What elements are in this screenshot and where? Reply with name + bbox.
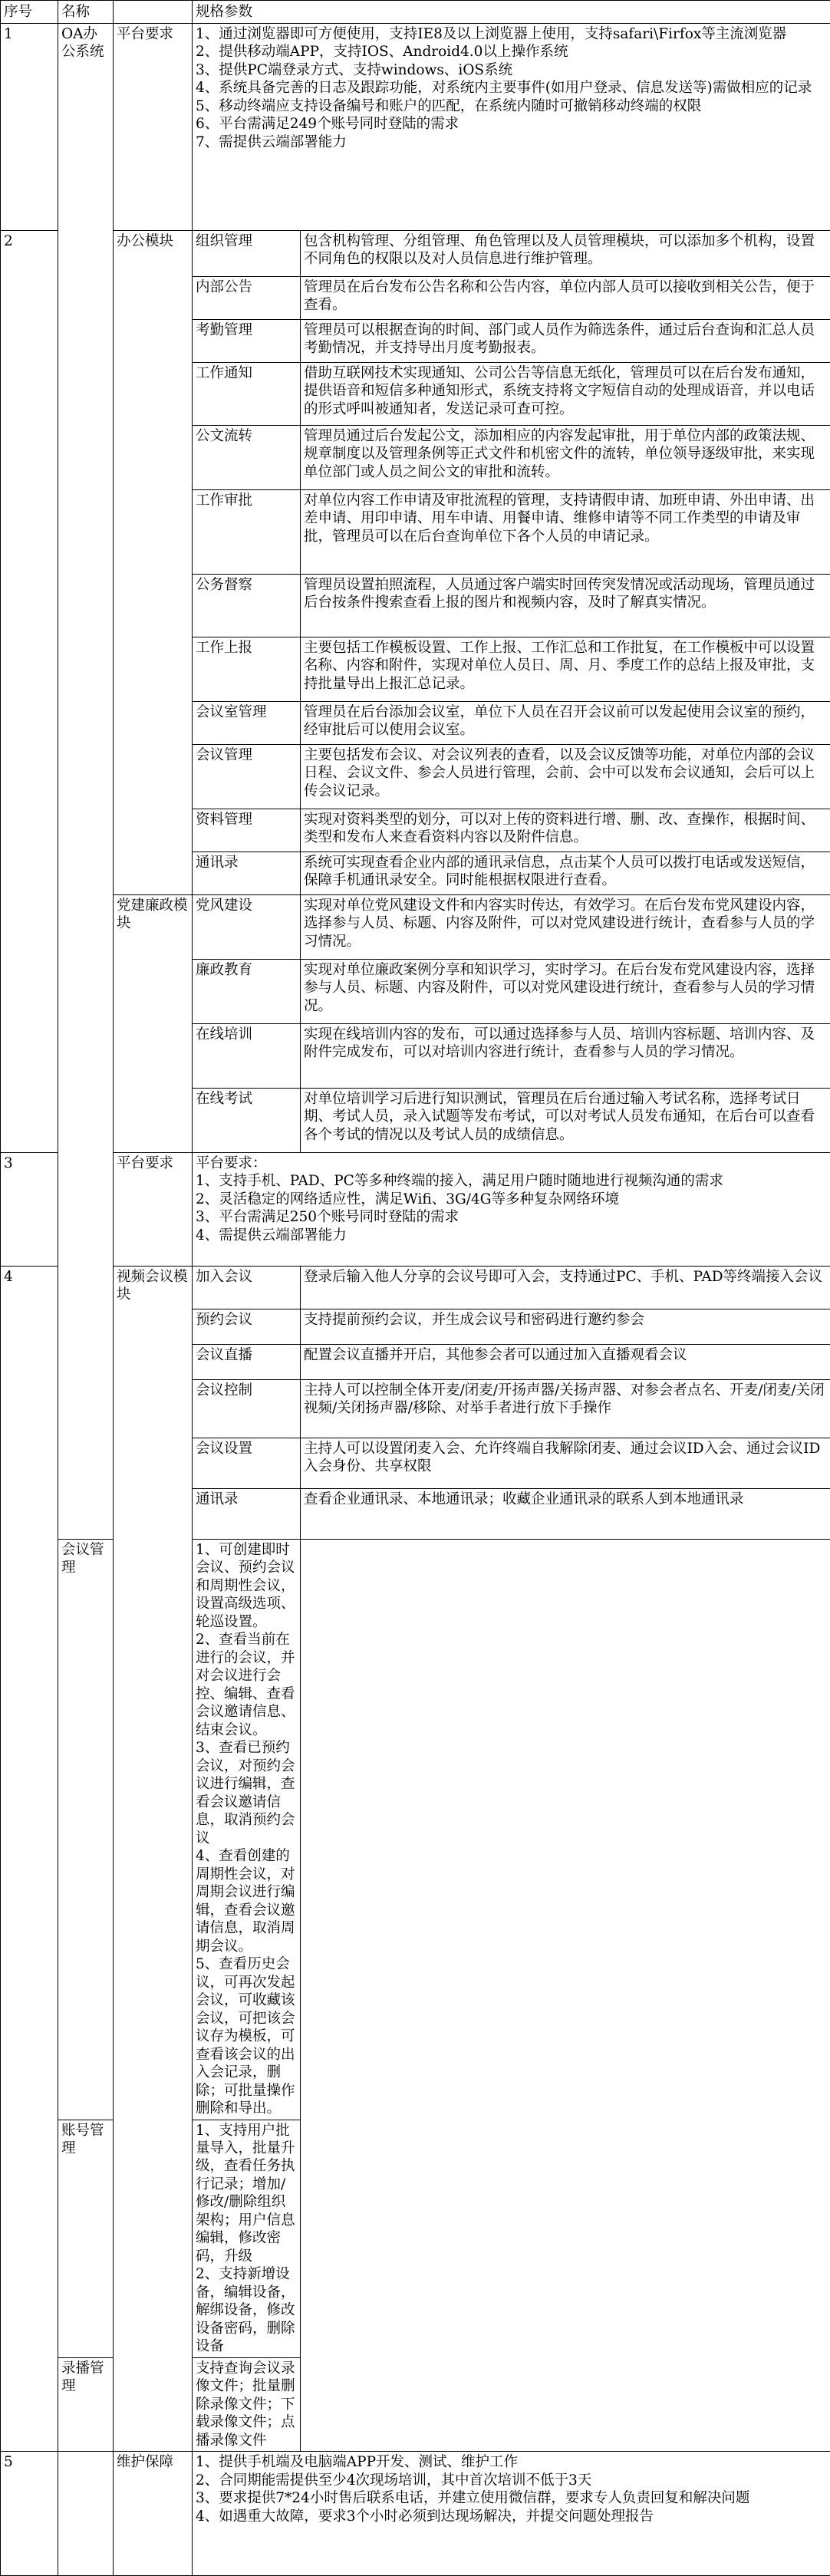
section-3-row: [1, 1153, 830, 1267]
feature-desc: 实现对单位党风建设文件和内容实时传达，有效学习。在后台发布党风建设内容，选择参与人员、标题、内容及附件，可以对党风建设进行统计，查看参与人员的学习情况。: [301, 895, 830, 960]
feature-name: 公文流转: [193, 426, 301, 490]
section-5-desc: 1、提供手机端及电脑端APP开发、测试、维护工作 2、合同期能需提供至少4次现场培训，其中首次培训不低于3天 3、要求提供7*24小时售后联系电话，并建立使用微信群，要求专人负责回复和解决问题 4、如遇重大故障，要求3个小时必须到达现场解决，并提交问题处理报告: [193, 2452, 830, 2576]
feature-name: 会议直播: [193, 1345, 301, 1380]
feature-name: 工作审批: [193, 490, 301, 575]
feature-desc: 支持提前预约会议，并生成会议号和密码进行邀约参会: [301, 1309, 830, 1345]
feature-desc: 主持人可以设置闭麦入会、允许终端自我解除闭麦、通过会议ID入会、通过会议ID入会身份、共享权限: [301, 1438, 830, 1489]
feature-name: 工作通知: [193, 363, 301, 426]
office-module-category: 办公模块: [114, 231, 193, 895]
feature-desc: 借助互联网技术实现通知、公司公告等信息无纸化，管理员可以在后台发布通知，提供语音和短信多种通知形式，系统支持将文字短信自动的处理成语音，并以电话的形式呼叫被通知者，发送记录可查可控。: [301, 363, 830, 426]
feature-name: 会议管理: [58, 1540, 114, 2120]
section-3-seq: 3: [1, 1153, 58, 1267]
feature-desc: 管理员通过后台发起公文，添加相应的内容发起审批，用于单位内部的政策法规、规章制度以及管理条例等正式文件和机密文件的流转，单位领导逐级审批，来实现单位部门或人员之间公文的审批和流转。: [301, 426, 830, 490]
header-spec-blank: [114, 1, 193, 24]
feature-name: 在线培训: [193, 1024, 301, 1089]
feature-desc: 主要包括发布会议、对会议列表的查看，以及会议反馈等功能，对单位内部的会议日程、会议文件、参会人员进行管理，会前、会中可以发布会议通知，会后可以上传会议记录。: [301, 745, 830, 809]
feature-name: 录播管理: [58, 2357, 114, 2451]
feature-name: 公务督察: [193, 575, 301, 637]
feature-desc: 实现对资料类型的划分，可以对上传的资料进行增、删、改、查操作，根据时间、类型和发布人来查看资料内容以及附件信息。: [301, 809, 830, 852]
feature-desc: 管理员在后台发布公告名称和公告内容，单位内部人员可以接收到相关公告，便于查看。: [301, 277, 830, 320]
section-4-seq: 4: [1, 1267, 58, 2452]
feature-name: 会议室管理: [193, 702, 301, 745]
section-3-desc: 平台要求： 1、支持手机、PAD、PC等多种终端的接入，满足用户随时随地进行视频沟通的需求 2、灵活稳定的网络适应性，满足Wifi、3G/4G等多种复杂网络环境 3、平台需满足250个账号同时登陆的需求 4、需提供云端部署能力: [193, 1153, 830, 1267]
feature-desc: 查看企业通讯录、本地通讯录；收藏企业通讯录的联系人到本地通讯录: [301, 1489, 830, 1540]
feature-desc: 1、可创建即时会议、预约会议和周期性会议，设置高级选项、轮巡设置。 2、查看当前在进行的会议，并对会议进行会控、编辑、查看会议邀请信息、结束会议。 3、查看已预约会议，对预约会议进行编辑，查看会议邀请信息，取消预约会议 4、查看创建的周期性会议，对周期会议进行编辑，查看会议邀请信息，取消周期会议。 5、查看历史会议，可再次发起会议，可收藏该会议，可把该会议存为模板，可查看该会议的出入会记录，删除；可批量操作删除和导出。: [193, 1540, 301, 2120]
feature-desc: 对单位培训学习后进行知识测试，管理员在后台通过输入考试名称，选择考试日期、考试人员，录入试题等发布考试，可以对考试人员发布通知，在后台可以查看各个考试的情况以及考试人员的成绩信息。: [301, 1089, 830, 1153]
feature-desc: 系统可实现查看企业内部的通讯录信息，点击某个人员可以拨打电话或发送短信，保障手机通讯录安全。同时能根据权限进行查看。: [301, 852, 830, 895]
feature-name: 廉政教育: [193, 960, 301, 1024]
feature-name: 考勤管理: [193, 320, 301, 363]
header-spec: 规格参数: [193, 1, 830, 24]
feature-desc: 主持人可以控制全体开麦/闭麦/开扬声器/关扬声器、对参会者点名、开麦/闭麦/关闭视频/关闭扬声器/移除、对举手者进行放下手操作: [301, 1380, 830, 1438]
feature-name: 资料管理: [193, 809, 301, 852]
section-1-desc: 1、通过浏览器即可方便使用，支持IE8及以上浏览器上使用，支持safari\Firfox等主流浏览器 2、提供移动端APP，支持IOS、Android4.0以上操作系统 3、提供PC端登录方式、支持windows、iOS系统 4、系统具备完善的日志及跟踪功能，对系统内主要事件(如用户登录、信息发送等)需做相应的记录 5、移动终端应支持设备编号和账户的匹配，在系统内随时可撤销移动终端的权限 6、平台需满足249个账号同时登陆的需求 7、需提供云端部署能力: [193, 24, 830, 231]
feature-desc: 配置会议直播并开启，其他参会者可以通过加入直播观看会议: [301, 1345, 830, 1380]
feature-name: 通讯录: [193, 1489, 301, 1540]
section-5-name-blank: [58, 2452, 114, 2576]
feature-name: 组织管理: [193, 231, 301, 277]
section-5-seq: 5: [1, 2452, 58, 2576]
header-seq: 序号: [1, 1, 58, 24]
section-5-category: 维护保障: [114, 2452, 193, 2576]
section-1-category: 平台要求: [114, 24, 193, 231]
section-5-row: [1, 2452, 830, 2576]
feature-desc: 登录后输入他人分享的会议号即可入会，支持通过PC、手机、PAD等终端接入会议: [301, 1267, 830, 1309]
section-2-seq: 2: [1, 231, 58, 1153]
section-1-seq: 1: [1, 24, 58, 231]
feature-name: 在线考试: [193, 1089, 301, 1153]
table-row: [1, 231, 830, 277]
feature-desc: 支持查询会议录像文件；批量删除录像文件；下载录像文件；点播录像文件: [193, 2357, 301, 2451]
feature-name: 会议控制: [193, 1380, 301, 1438]
system-name: OA办公系统: [58, 24, 114, 1540]
section-1-row: [1, 24, 830, 231]
feature-desc: 1、支持用户批量导入，批量升级，查看任务执行记录；增加/修改/删除组织架构；用户信息编辑，修改密码，升级 2、支持新增设备，编辑设备，解绑设备，修改设备密码，删除设备: [193, 2120, 301, 2357]
table-row: [1, 895, 830, 960]
feature-desc: 实现在线培训内容的发布，可以通过选择参与人员、培训内容标题、培训内容、及附件完成发布，可以对培训内容进行统计，查看参与人员的学习情况。: [301, 1024, 830, 1089]
feature-name: 会议管理: [193, 745, 301, 809]
feature-name: 预约会议: [193, 1309, 301, 1345]
table-row: [1, 1267, 830, 1309]
party-module-category: 党建廉政模块: [114, 895, 193, 1153]
feature-desc: 主要包括工作模板设置、工作上报、工作汇总和工作批复，在工作模板中可以设置名称、内容和附件，实现对单位人员日、周、月、季度工作的总结上报及审批，支持批量导出上报汇总记录。: [301, 637, 830, 702]
feature-desc: 实现对单位廉政案例分享和知识学习，实时学习。在后台发布党风建设内容，选择参与人员、标题、内容及附件，可以对党风建设进行统计，查看参与人员的学习情况。: [301, 960, 830, 1024]
feature-desc: 管理员设置拍照流程，人员通过客户端实时回传突发情况或活动现场，管理员通过后台按条件搜索查看上报的图片和视频内容，及时了解真实情况。: [301, 575, 830, 637]
feature-name: 账号管理: [58, 2120, 114, 2357]
video-module-category: 视频会议模块: [114, 1267, 193, 2452]
feature-desc: 对单位内容工作申请及审批流程的管理，支持请假申请、加班申请、外出申请、出差申请、用印申请、用车申请、用餐申请、维修申请等不同工作类型的申请及审批，管理员可以在后台查询单位下各个人员的申请记录。: [301, 490, 830, 575]
header-name: 名称: [58, 1, 114, 24]
feature-desc: 管理员在后台添加会议室，单位下人员在召开会议前可以发起使用会议室的预约，经审批后可以使用会议室。: [301, 702, 830, 745]
feature-desc: 包含机构管理、分组管理、角色管理以及人员管理模块，可以添加多个机构，设置不同角色的权限以及对人员信息进行维护管理。: [301, 231, 830, 277]
feature-name: 内部公告: [193, 277, 301, 320]
feature-name: 工作上报: [193, 637, 301, 702]
header-row: [1, 1, 830, 24]
section-3-category: 平台要求: [114, 1153, 193, 1267]
feature-name: 加入会议: [193, 1267, 301, 1309]
feature-name: 通讯录: [193, 852, 301, 895]
feature-name: 党风建设: [193, 895, 301, 960]
feature-desc: 管理员可以根据查询的时间、部门或人员作为筛选条件，通过后台查询和汇总人员考勤情况，并支持导出月度考勤报表。: [301, 320, 830, 363]
feature-name: 会议设置: [193, 1438, 301, 1489]
